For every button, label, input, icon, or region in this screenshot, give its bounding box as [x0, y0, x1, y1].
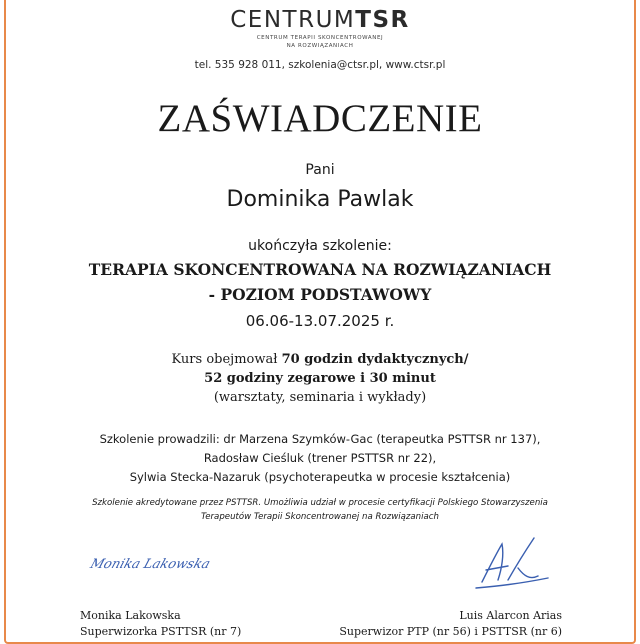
brand-logo	[0, 6, 640, 50]
course-title-line1: TERAPIA SKONCENTROWANA NA ROZWIĄZANIACH	[88, 260, 552, 279]
accreditation-line1: Szkolenie akredytowane przez PSTTSR. Umożliwia udział w procesie certyfikacji Polskiego Stowarzyszenia	[92, 498, 548, 508]
brand-wordmark	[0, 6, 640, 34]
brand-light: CENTRUM	[230, 7, 356, 33]
hours-bold: 70 godzin dydaktycznych/	[281, 352, 469, 367]
left-signature-image	[86, 548, 216, 578]
right-signer-name: Luis Alarcon Arias	[459, 609, 562, 622]
hours-line2: 52 godziny zegarowe i 30 minut	[204, 371, 436, 386]
course-title-line2: - POZIOM PODSTAWOWY	[208, 285, 432, 304]
recipient-name: Dominika Pawlak	[226, 187, 414, 212]
brand-bold: TSR	[355, 7, 410, 33]
trainers-block	[0, 430, 640, 487]
left-signature-text: Monika Lakowska	[88, 557, 212, 572]
left-signer-role: Superwizorka PSTTSR (nr 7)	[80, 625, 242, 638]
salutation: Pani	[305, 162, 335, 178]
contact-info: tel. 535 928 011, szkolenia@ctsr.pl, www.ctsr.pl	[194, 59, 446, 71]
brand-subtitle-1: CENTRUM TERAPII SKONCENTROWANEJ	[256, 35, 384, 41]
completed-text: ukończyła szkolenie:	[248, 238, 392, 254]
trainers-line3: Sylwia Stecka-Nazaruk (psychoterapeutka w procesie kształcenia)	[129, 470, 511, 484]
right-signer-role: Superwizor PTP (nr 56) i PSTTSR (nr 6)	[339, 625, 562, 638]
right-signer	[339, 608, 562, 640]
trainers-line2: Radosław Cieśluk (trener PSTTSR nr 22),	[203, 451, 437, 465]
hours-line3: (warsztaty, seminaria i wykłady)	[213, 390, 427, 405]
right-signature-stroke	[476, 538, 548, 588]
brand-subtitle-2: NA ROZWIĄZANIACH	[286, 43, 354, 49]
trainers-line1: Szkolenie prowadzili: dr Marzena Szymków-Gac (terapeutka PSTTSR nr 137),	[99, 432, 541, 446]
course-dates: 06.06-13.07.2025 r.	[245, 312, 395, 330]
hours-line1	[0, 352, 640, 367]
certificate-title: ZAŚWIADCZENIE	[157, 97, 483, 140]
left-signer-name: Monika Lakowska	[80, 609, 181, 622]
accreditation-line2: Terapeutów Terapii Skoncentrowanej na Rozwiązaniach	[201, 512, 439, 522]
left-signer	[80, 608, 241, 640]
right-signature-image	[468, 530, 558, 592]
accreditation-note	[0, 496, 640, 524]
hours-prefix: Kurs obejmował	[171, 352, 282, 367]
